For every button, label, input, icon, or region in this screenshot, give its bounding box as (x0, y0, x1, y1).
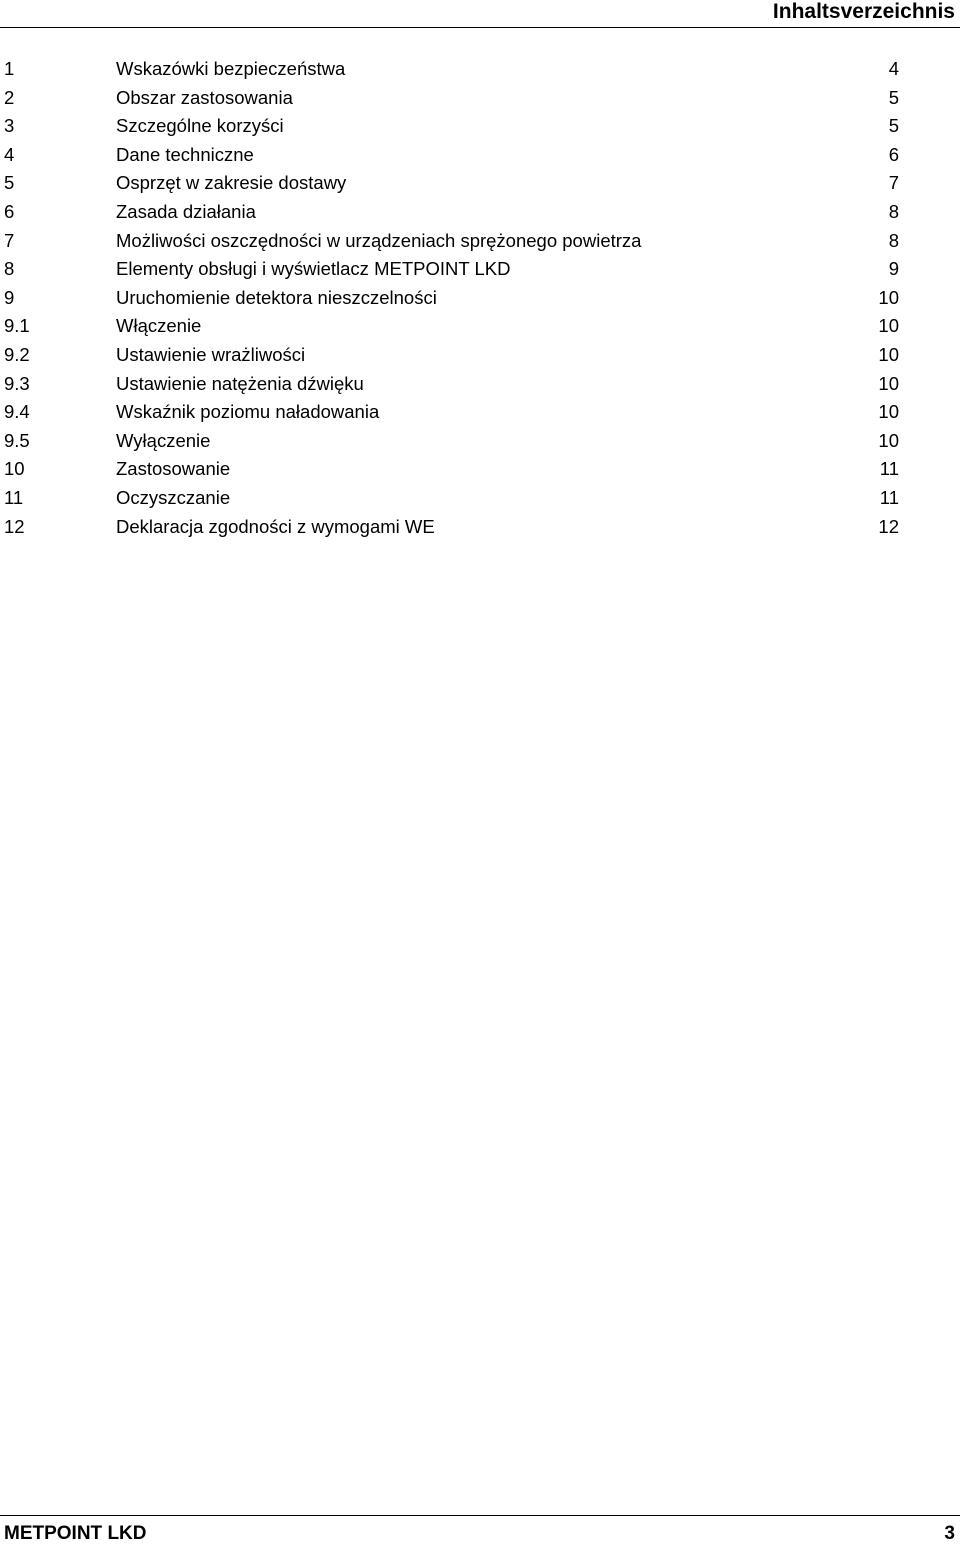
toc-entry-title: Elementy obsługi i wyświetlacz METPOINT LKD (116, 258, 511, 280)
toc-entry-page: 11 (879, 458, 899, 480)
toc-entry-number: 9.1 (4, 315, 30, 337)
toc-entry-number: 3 (4, 115, 15, 137)
page-header-title: Inhaltsverzeichnis (772, 0, 955, 23)
toc-entry-10[interactable] (0, 455, 960, 484)
toc-entry-title: Ustawienie natężenia dźwięku (116, 372, 364, 394)
toc-entry-page: 10 (878, 401, 899, 423)
table-of-contents (0, 55, 960, 541)
toc-entry-page: 4 (888, 58, 899, 79)
toc-entry-number: 10 (4, 458, 25, 480)
toc-entry-page: 6 (888, 143, 899, 165)
toc-entry-title: Zasada działania (116, 200, 256, 222)
toc-entry-number: 9 (4, 286, 15, 308)
toc-entry-7[interactable] (0, 227, 960, 256)
toc-entry-page: 5 (888, 86, 899, 108)
toc-entry-title: Szczególne korzyści (116, 115, 284, 137)
toc-entry-number: 6 (4, 200, 15, 222)
toc-entry-title: Ustawienie wrażliwości (116, 343, 306, 365)
footer-product-name: METPOINT LKD (4, 1523, 147, 1544)
toc-entry-number: 8 (4, 258, 15, 280)
toc-entry-title: Obszar zastosowania (116, 86, 293, 108)
toc-entry-9-5[interactable] (0, 427, 960, 456)
toc-entry-title: Wyłączenie (116, 429, 211, 451)
toc-entry-page: 10 (878, 286, 899, 308)
toc-entry-number: 9.3 (4, 372, 30, 394)
toc-entry-page: 8 (888, 200, 899, 222)
toc-entry-page: 11 (879, 486, 899, 508)
toc-entry-number: 12 (4, 515, 25, 537)
toc-entry-number: 11 (4, 486, 24, 508)
toc-entry-number: 7 (4, 229, 15, 251)
toc-entry-number: 2 (4, 86, 15, 108)
toc-entry-page: 8 (888, 229, 899, 251)
toc-entry-page: 12 (878, 515, 899, 537)
toc-entry-page: 10 (878, 429, 899, 451)
toc-entry-title: Uruchomienie detektora nieszczelności (116, 286, 437, 308)
toc-entry-page: 10 (878, 372, 899, 394)
toc-entry-page: 5 (888, 115, 899, 137)
toc-entry-title: Osprzęt w zakresie dostawy (116, 172, 347, 194)
toc-entry-title: Dane techniczne (116, 143, 254, 165)
toc-entry-9[interactable] (0, 284, 960, 313)
toc-entry-12[interactable] (0, 513, 960, 542)
toc-entry-3[interactable] (0, 112, 960, 141)
toc-entry-number: 5 (4, 172, 15, 194)
toc-entry-number: 4 (4, 143, 15, 165)
toc-entry-title: Zastosowanie (116, 458, 231, 480)
toc-entry-page: 9 (888, 258, 899, 280)
toc-entry-11[interactable] (0, 484, 960, 513)
toc-entry-number: 9.4 (4, 401, 30, 423)
toc-entry-1[interactable] (0, 55, 960, 84)
toc-entry-4[interactable] (0, 141, 960, 170)
toc-entry-title: Włączenie (116, 315, 202, 337)
toc-entry-title: Deklaracja zgodności z wymogami WE (116, 515, 435, 537)
toc-entry-title: Wskaźnik poziomu naładowania (116, 401, 380, 423)
toc-entry-9-4[interactable] (0, 398, 960, 427)
toc-entry-9-1[interactable] (0, 312, 960, 341)
footer-divider (0, 1515, 960, 1516)
toc-entry-9-3[interactable] (0, 370, 960, 399)
toc-entry-5[interactable] (0, 169, 960, 198)
toc-entry-title: Możliwości oszczędności w urządzeniach sprężonego powietrza (116, 229, 642, 251)
toc-entry-title: Oczyszczanie (116, 486, 231, 508)
toc-entry-9-2[interactable] (0, 341, 960, 370)
footer-page-number: 3 (944, 1523, 955, 1544)
toc-entry-8[interactable] (0, 255, 960, 284)
toc-entry-number: 9.2 (4, 343, 30, 365)
toc-entry-page: 7 (888, 172, 899, 194)
header-divider (0, 27, 960, 28)
toc-entry-6[interactable] (0, 198, 960, 227)
toc-entry-number: 9.5 (4, 429, 30, 451)
toc-entry-2[interactable] (0, 84, 960, 113)
toc-entry-page: 10 (878, 343, 899, 365)
toc-entry-number: 1 (4, 58, 15, 79)
toc-entry-title: Wskazówki bezpieczeństwa (116, 58, 346, 79)
toc-entry-page: 10 (878, 315, 899, 337)
